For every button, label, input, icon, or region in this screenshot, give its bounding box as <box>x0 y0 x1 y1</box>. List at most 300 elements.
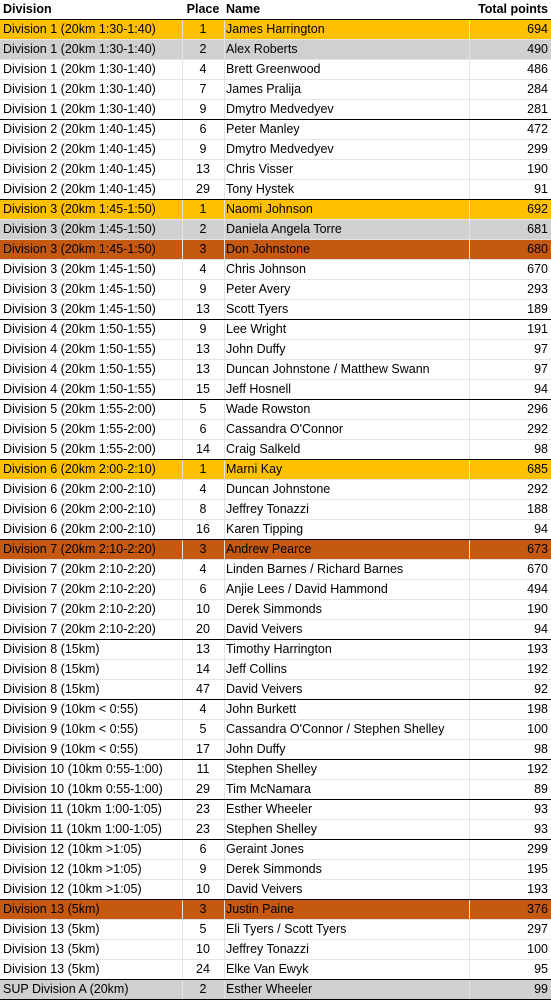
column-divider <box>182 120 183 139</box>
place-cell[interactable]: 3 <box>199 242 207 256</box>
name-cell[interactable]: Alex Roberts <box>226 42 298 56</box>
name-cell[interactable]: Elke Van Ewyk <box>226 962 309 976</box>
points-cell[interactable]: 299 <box>527 142 548 156</box>
column-divider <box>182 280 183 299</box>
table-row[interactable] <box>0 900 551 920</box>
name-cell[interactable]: Linden Barnes / Richard Barnes <box>226 562 404 576</box>
place-cell[interactable]: 47 <box>196 682 210 696</box>
table-row[interactable] <box>0 200 551 220</box>
name-cell[interactable]: Daniela Angela Torre <box>226 222 342 236</box>
place-cell[interactable]: 2 <box>199 222 207 236</box>
table-row[interactable] <box>0 220 551 240</box>
points-cell[interactable]: 297 <box>527 922 548 936</box>
table-row[interactable] <box>0 760 551 780</box>
place-cell[interactable]: 10 <box>196 602 210 616</box>
division-cell[interactable]: Division 8 (15km) <box>3 662 100 676</box>
column-divider <box>469 620 470 639</box>
division-cell[interactable]: Division 4 (20km 1:50-1:55) <box>3 362 156 376</box>
division-cell[interactable]: Division 11 (10km 1:00-1:05) <box>3 802 162 816</box>
division-cell[interactable]: Division 1 (20km 1:30-1:40) <box>3 82 156 96</box>
table-row[interactable] <box>0 620 551 640</box>
points-cell[interactable]: 299 <box>527 842 548 856</box>
place-cell[interactable]: 20 <box>196 622 210 636</box>
place-cell[interactable]: 4 <box>199 62 207 76</box>
table-row[interactable] <box>0 400 551 420</box>
points-cell[interactable]: 296 <box>527 402 548 416</box>
place-cell[interactable]: 10 <box>196 942 210 956</box>
points-cell[interactable]: 191 <box>527 322 548 336</box>
column-divider <box>182 660 183 679</box>
table-row[interactable] <box>0 680 551 700</box>
table-row[interactable] <box>0 280 551 300</box>
table-row[interactable] <box>0 880 551 900</box>
column-divider <box>224 540 225 559</box>
division-cell[interactable]: Division 13 (5km) <box>3 902 100 916</box>
place-cell[interactable]: 6 <box>199 422 207 436</box>
name-cell[interactable]: Jeffrey Tonazzi <box>226 502 309 516</box>
place-cell[interactable]: 5 <box>199 722 207 736</box>
column-divider <box>224 760 225 779</box>
column-divider <box>224 820 225 839</box>
place-cell[interactable]: 9 <box>199 282 207 296</box>
column-divider <box>224 840 225 859</box>
name-cell[interactable]: Derek Simmonds <box>226 862 322 876</box>
table-row[interactable] <box>0 80 551 100</box>
table-row[interactable] <box>0 380 551 400</box>
points-cell[interactable]: 472 <box>527 122 548 136</box>
name-cell[interactable]: Esther Wheeler <box>226 982 313 996</box>
table-row[interactable] <box>0 160 551 180</box>
points-cell[interactable]: 694 <box>527 22 548 36</box>
points-cell[interactable]: 192 <box>527 662 548 676</box>
name-cell[interactable]: James Pralija <box>226 82 302 96</box>
column-divider <box>469 720 470 739</box>
division-cell[interactable]: Division 12 (10km >1:05) <box>3 882 142 896</box>
points-cell[interactable]: 93 <box>534 802 548 816</box>
table-row[interactable] <box>0 960 551 980</box>
division-cell[interactable]: Division 9 (10km < 0:55) <box>3 722 139 736</box>
name-cell[interactable]: David Veivers <box>226 682 303 696</box>
division-cell[interactable]: Division 6 (20km 2:00-2:10) <box>3 502 156 516</box>
place-cell[interactable]: 4 <box>199 702 207 716</box>
points-cell[interactable]: 97 <box>534 342 548 356</box>
points-cell[interactable]: 94 <box>534 622 548 636</box>
points-cell[interactable]: 494 <box>527 582 548 596</box>
header-division[interactable]: Division <box>3 2 52 16</box>
column-divider <box>182 800 183 819</box>
header-name[interactable]: Name <box>226 2 261 16</box>
points-cell[interactable]: 193 <box>527 642 548 656</box>
column-divider <box>224 580 225 599</box>
points-cell[interactable]: 670 <box>527 562 548 576</box>
table-row[interactable] <box>0 800 551 820</box>
points-cell[interactable]: 284 <box>527 82 548 96</box>
division-cell[interactable]: Division 2 (20km 1:40-1:45) <box>3 182 156 196</box>
points-cell[interactable]: 189 <box>527 302 548 316</box>
division-cell[interactable]: Division 6 (20km 2:00-2:10) <box>3 522 156 536</box>
place-cell[interactable]: 5 <box>199 402 207 416</box>
name-cell[interactable]: Cassandra O'Connor <box>226 422 344 436</box>
division-cell[interactable]: Division 1 (20km 1:30-1:40) <box>3 42 156 56</box>
name-cell[interactable]: Jeffrey Tonazzi <box>226 942 309 956</box>
division-cell[interactable]: Division 7 (20km 2:10-2:20) <box>3 622 156 636</box>
place-cell[interactable]: 2 <box>199 42 207 56</box>
column-divider <box>224 380 225 399</box>
points-cell[interactable]: 94 <box>534 382 548 396</box>
name-cell[interactable]: Peter Avery <box>226 282 291 296</box>
table-row[interactable] <box>0 440 551 460</box>
place-cell[interactable]: 4 <box>199 262 207 276</box>
division-cell[interactable]: Division 9 (10km < 0:55) <box>3 702 139 716</box>
name-cell[interactable]: Esther Wheeler <box>226 802 313 816</box>
name-cell[interactable]: Dmytro Medvedyev <box>226 102 334 116</box>
name-cell[interactable]: Brett Greenwood <box>226 62 321 76</box>
name-cell[interactable]: Marni Kay <box>226 462 283 476</box>
column-divider <box>469 420 470 439</box>
column-divider <box>182 220 183 239</box>
name-cell[interactable]: Andrew Pearce <box>226 542 312 556</box>
points-cell[interactable]: 281 <box>527 102 548 116</box>
place-cell[interactable]: 2 <box>199 982 207 996</box>
place-cell[interactable]: 14 <box>196 662 210 676</box>
name-cell[interactable]: Justin Paine <box>226 902 295 916</box>
column-divider <box>224 20 225 39</box>
points-cell[interactable]: 195 <box>527 862 548 876</box>
table-row[interactable] <box>0 540 551 560</box>
column-divider <box>182 920 183 939</box>
column-divider <box>469 640 470 659</box>
table-row[interactable] <box>0 240 551 260</box>
name-cell[interactable]: Chris Visser <box>226 162 294 176</box>
table-row[interactable] <box>0 840 551 860</box>
division-cell[interactable]: Division 3 (20km 1:45-1:50) <box>3 222 156 236</box>
column-divider <box>224 660 225 679</box>
points-cell[interactable]: 94 <box>534 522 548 536</box>
points-cell[interactable]: 95 <box>534 962 548 976</box>
points-cell[interactable]: 490 <box>527 42 548 56</box>
column-divider <box>182 460 183 479</box>
column-divider <box>469 440 470 459</box>
column-divider <box>182 900 183 919</box>
division-cell[interactable]: Division 13 (5km) <box>3 942 100 956</box>
points-cell[interactable]: 680 <box>527 242 548 256</box>
division-cell[interactable]: Division 1 (20km 1:30-1:40) <box>3 22 156 36</box>
place-cell[interactable]: 9 <box>199 102 207 116</box>
division-cell[interactable]: Division 12 (10km >1:05) <box>3 862 142 876</box>
points-cell[interactable]: 685 <box>527 462 548 476</box>
points-cell[interactable]: 673 <box>527 542 548 556</box>
column-divider <box>224 960 225 979</box>
column-divider <box>469 460 470 479</box>
table-row[interactable] <box>0 940 551 960</box>
table-row[interactable] <box>0 180 551 200</box>
place-cell[interactable]: 7 <box>199 82 207 96</box>
header-total-points[interactable]: Total points <box>478 2 548 16</box>
column-divider <box>182 420 183 439</box>
division-cell[interactable]: Division 1 (20km 1:30-1:40) <box>3 62 156 76</box>
name-cell[interactable]: Eli Tyers / Scott Tyers <box>226 922 347 936</box>
points-cell[interactable]: 292 <box>527 422 548 436</box>
name-cell[interactable]: Karen Tipping <box>226 522 304 536</box>
division-cell[interactable]: Division 10 (10km 0:55-1:00) <box>3 782 163 796</box>
division-cell[interactable]: Division 2 (20km 1:40-1:45) <box>3 122 156 136</box>
place-cell[interactable]: 1 <box>199 22 207 36</box>
division-cell[interactable]: Division 8 (15km) <box>3 642 100 656</box>
name-cell[interactable]: Stephen Shelley <box>226 762 318 776</box>
table-row[interactable] <box>0 100 551 120</box>
division-cell[interactable]: Division 3 (20km 1:45-1:50) <box>3 242 156 256</box>
header-place[interactable]: Place <box>186 2 220 16</box>
points-cell[interactable]: 293 <box>527 282 548 296</box>
table-row[interactable] <box>0 720 551 740</box>
division-cell[interactable]: Division 7 (20km 2:10-2:20) <box>3 542 156 556</box>
column-divider <box>224 640 225 659</box>
place-cell[interactable]: 5 <box>199 922 207 936</box>
table-row[interactable] <box>0 360 551 380</box>
column-divider <box>182 180 183 199</box>
place-cell[interactable]: 8 <box>199 502 207 516</box>
place-cell[interactable]: 23 <box>196 822 210 836</box>
table-row[interactable] <box>0 20 551 40</box>
points-cell[interactable]: 376 <box>527 902 548 916</box>
division-cell[interactable]: Division 7 (20km 2:10-2:20) <box>3 562 156 576</box>
place-cell[interactable]: 24 <box>196 962 210 976</box>
place-cell[interactable]: 17 <box>196 742 210 756</box>
name-cell[interactable]: Tim McNamara <box>226 782 311 796</box>
points-cell[interactable]: 100 <box>527 722 548 736</box>
name-cell[interactable]: Lee Wright <box>226 322 287 336</box>
name-cell[interactable]: Peter Manley <box>226 122 300 136</box>
division-cell[interactable]: Division 3 (20km 1:45-1:50) <box>3 282 156 296</box>
place-cell[interactable]: 23 <box>196 802 210 816</box>
table-row[interactable] <box>0 460 551 480</box>
name-cell[interactable]: Wade Rowston <box>226 402 311 416</box>
table-row[interactable] <box>0 640 551 660</box>
name-cell[interactable]: John Burkett <box>226 702 297 716</box>
place-cell[interactable]: 16 <box>196 522 210 536</box>
place-cell[interactable]: 29 <box>196 182 210 196</box>
place-cell[interactable]: 6 <box>199 582 207 596</box>
points-cell[interactable]: 93 <box>534 822 548 836</box>
division-cell[interactable]: Division 3 (20km 1:45-1:50) <box>3 202 156 216</box>
place-cell[interactable]: 13 <box>196 642 210 656</box>
column-divider <box>224 180 225 199</box>
place-cell[interactable]: 4 <box>199 562 207 576</box>
division-cell[interactable]: Division 4 (20km 1:50-1:55) <box>3 322 156 336</box>
table-row[interactable] <box>0 660 551 680</box>
place-cell[interactable]: 15 <box>196 382 210 396</box>
points-cell[interactable]: 99 <box>534 982 548 996</box>
points-cell[interactable]: 670 <box>527 262 548 276</box>
name-cell[interactable]: Naomi Johnson <box>226 202 313 216</box>
division-cell[interactable]: Division 6 (20km 2:00-2:10) <box>3 462 156 476</box>
table-row[interactable] <box>0 820 551 840</box>
table-row[interactable] <box>0 700 551 720</box>
column-divider <box>224 460 225 479</box>
division-cell[interactable]: Division 1 (20km 1:30-1:40) <box>3 102 156 116</box>
column-divider <box>469 540 470 559</box>
points-cell[interactable]: 292 <box>527 482 548 496</box>
place-cell[interactable]: 9 <box>199 862 207 876</box>
table-row[interactable] <box>0 420 551 440</box>
points-cell[interactable]: 89 <box>534 782 548 796</box>
division-cell[interactable]: Division 5 (20km 1:55-2:00) <box>3 422 156 436</box>
place-cell[interactable]: 3 <box>199 902 207 916</box>
name-cell[interactable]: Duncan Johnstone <box>226 482 331 496</box>
table-row[interactable] <box>0 340 551 360</box>
division-cell[interactable]: Division 13 (5km) <box>3 962 100 976</box>
column-divider <box>469 360 470 379</box>
table-row[interactable] <box>0 500 551 520</box>
points-cell[interactable]: 190 <box>527 162 548 176</box>
division-cell[interactable]: Division 11 (10km 1:00-1:05) <box>3 822 162 836</box>
table-row[interactable] <box>0 40 551 60</box>
division-cell[interactable]: Division 9 (10km < 0:55) <box>3 742 139 756</box>
column-divider <box>182 380 183 399</box>
points-cell[interactable]: 486 <box>527 62 548 76</box>
place-cell[interactable]: 9 <box>199 142 207 156</box>
points-cell[interactable]: 91 <box>534 182 548 196</box>
table-row[interactable] <box>0 980 551 1000</box>
table-row[interactable] <box>0 920 551 940</box>
division-cell[interactable]: SUP Division A (20km) <box>3 982 129 996</box>
division-cell[interactable]: Division 3 (20km 1:45-1:50) <box>3 302 156 316</box>
place-cell[interactable]: 14 <box>196 442 210 456</box>
points-cell[interactable]: 97 <box>534 362 548 376</box>
column-divider <box>469 780 470 799</box>
table-row[interactable] <box>0 580 551 600</box>
table-row[interactable] <box>0 600 551 620</box>
points-cell[interactable]: 681 <box>527 222 548 236</box>
name-cell[interactable]: Scott Tyers <box>226 302 289 316</box>
place-cell[interactable]: 1 <box>199 202 207 216</box>
division-cell[interactable]: Division 3 (20km 1:45-1:50) <box>3 262 156 276</box>
column-divider <box>182 600 183 619</box>
column-divider <box>224 440 225 459</box>
place-cell[interactable]: 10 <box>196 882 210 896</box>
name-cell[interactable]: Jeff Collins <box>226 662 287 676</box>
column-divider <box>224 900 225 919</box>
points-cell[interactable]: 92 <box>534 682 548 696</box>
place-cell[interactable]: 11 <box>196 762 210 776</box>
division-cell[interactable]: Division 10 (10km 0:55-1:00) <box>3 762 163 776</box>
points-cell[interactable]: 692 <box>527 202 548 216</box>
division-cell[interactable]: Division 2 (20km 1:40-1:45) <box>3 142 156 156</box>
table-row[interactable] <box>0 740 551 760</box>
column-divider <box>469 80 470 99</box>
name-cell[interactable]: Timothy Harrington <box>226 642 332 656</box>
place-cell[interactable]: 1 <box>199 462 207 476</box>
name-cell[interactable]: Chris Johnson <box>226 262 306 276</box>
points-cell[interactable]: 98 <box>534 442 548 456</box>
column-divider <box>469 60 470 79</box>
place-cell[interactable]: 13 <box>196 362 210 376</box>
division-cell[interactable]: Division 4 (20km 1:50-1:55) <box>3 342 156 356</box>
column-divider <box>182 740 183 759</box>
column-divider <box>469 580 470 599</box>
table-row[interactable] <box>0 120 551 140</box>
division-cell[interactable]: Division 13 (5km) <box>3 922 100 936</box>
points-cell[interactable]: 188 <box>527 502 548 516</box>
division-cell[interactable]: Division 7 (20km 2:10-2:20) <box>3 602 156 616</box>
name-cell[interactable]: Derek Simmonds <box>226 602 322 616</box>
table-row[interactable] <box>0 260 551 280</box>
points-cell[interactable]: 192 <box>527 762 548 776</box>
place-cell[interactable]: 3 <box>199 542 207 556</box>
division-cell[interactable]: Division 4 (20km 1:50-1:55) <box>3 382 156 396</box>
name-cell[interactable]: James Harrington <box>226 22 325 36</box>
table-row[interactable] <box>0 140 551 160</box>
place-cell[interactable]: 4 <box>199 482 207 496</box>
name-cell[interactable]: Stephen Shelley <box>226 822 318 836</box>
points-cell[interactable]: 98 <box>534 742 548 756</box>
points-cell[interactable]: 190 <box>527 602 548 616</box>
place-cell[interactable]: 13 <box>196 342 210 356</box>
division-cell[interactable]: Division 7 (20km 2:10-2:20) <box>3 582 156 596</box>
name-cell[interactable]: Dmytro Medvedyev <box>226 142 334 156</box>
division-cell[interactable]: Division 5 (20km 1:55-2:00) <box>3 402 156 416</box>
place-cell[interactable]: 6 <box>199 842 207 856</box>
table-row[interactable] <box>0 780 551 800</box>
division-cell[interactable]: Division 5 (20km 1:55-2:00) <box>3 442 156 456</box>
place-cell[interactable]: 6 <box>199 122 207 136</box>
division-cell[interactable]: Division 8 (15km) <box>3 682 100 696</box>
name-cell[interactable]: Geraint Jones <box>226 842 304 856</box>
name-cell[interactable]: Cassandra O'Connor / Stephen Shelley <box>226 722 445 736</box>
name-cell[interactable]: Anjie Lees / David Hammond <box>226 582 388 596</box>
column-divider <box>182 520 183 539</box>
division-cell[interactable]: Division 2 (20km 1:40-1:45) <box>3 162 156 176</box>
place-cell[interactable]: 9 <box>199 322 207 336</box>
place-cell[interactable]: 29 <box>196 782 210 796</box>
name-cell[interactable]: Don Johnstone <box>226 242 311 256</box>
table-row[interactable] <box>0 60 551 80</box>
column-divider <box>224 680 225 699</box>
column-divider <box>182 100 183 119</box>
column-divider <box>224 560 225 579</box>
column-divider <box>224 700 225 719</box>
table-row[interactable] <box>0 860 551 880</box>
division-cell[interactable]: Division 12 (10km >1:05) <box>3 842 142 856</box>
place-cell[interactable]: 13 <box>196 162 210 176</box>
points-cell[interactable]: 193 <box>527 882 548 896</box>
column-divider <box>469 340 470 359</box>
points-cell[interactable]: 198 <box>527 702 548 716</box>
table-row[interactable] <box>0 560 551 580</box>
name-cell[interactable]: Craig Salkeld <box>226 442 301 456</box>
column-divider <box>224 520 225 539</box>
table-row[interactable] <box>0 300 551 320</box>
table-row[interactable] <box>0 520 551 540</box>
name-cell[interactable]: Tony Hystek <box>226 182 295 196</box>
column-divider <box>224 120 225 139</box>
name-cell[interactable]: John Duffy <box>226 742 286 756</box>
name-cell[interactable]: John Duffy <box>226 342 286 356</box>
name-cell[interactable]: Jeff Hosnell <box>226 382 292 396</box>
name-cell[interactable]: Duncan Johnstone / Matthew Swann <box>226 362 430 376</box>
column-divider <box>224 780 225 799</box>
column-divider <box>224 340 225 359</box>
name-cell[interactable]: David Veivers <box>226 622 303 636</box>
points-cell[interactable]: 100 <box>527 942 548 956</box>
division-cell[interactable]: Division 6 (20km 2:00-2:10) <box>3 482 156 496</box>
name-cell[interactable]: David Veivers <box>226 882 303 896</box>
column-divider <box>469 700 470 719</box>
table-row[interactable] <box>0 480 551 500</box>
column-divider <box>469 260 470 279</box>
table-row[interactable] <box>0 320 551 340</box>
place-cell[interactable]: 13 <box>196 302 210 316</box>
